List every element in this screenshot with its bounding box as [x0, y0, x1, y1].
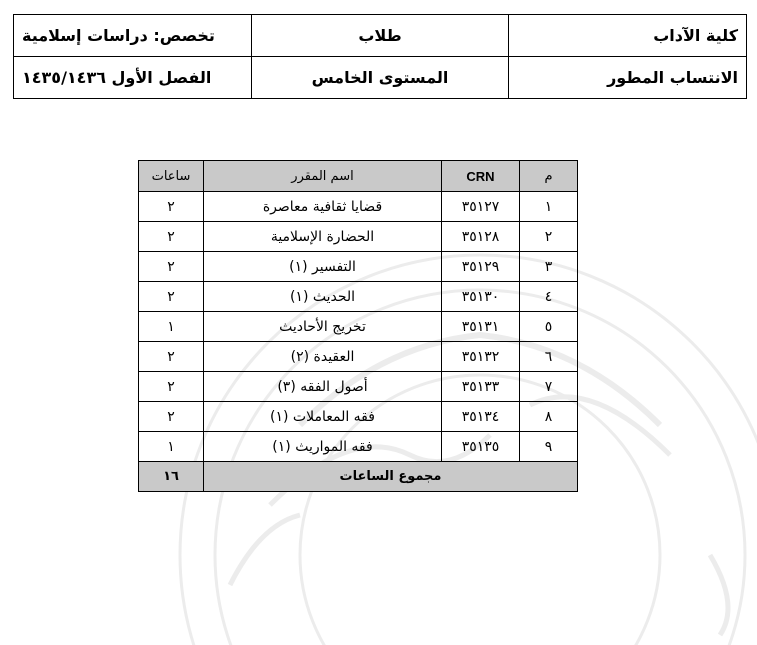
program-cell: الانتساب المطور	[509, 57, 747, 99]
courses-table	[138, 160, 578, 492]
row-course-name: الحديث (١)	[204, 282, 442, 312]
row-hours: ٢	[139, 282, 204, 312]
row-index: ٨	[520, 402, 578, 432]
row-course-name: التفسير (١)	[204, 252, 442, 282]
college-cell: كلية الآداب	[509, 15, 747, 57]
row-index: ٧	[520, 372, 578, 402]
header-info-table	[13, 14, 747, 99]
row-hours: ١	[139, 312, 204, 342]
specialization-cell: تخصص: دراسات إسلامية	[14, 15, 252, 57]
table-row	[139, 342, 578, 372]
row-crn: ٣٥١٣٥	[442, 432, 520, 462]
row-hours: ٢	[139, 372, 204, 402]
total-hours: ١٦	[139, 462, 204, 492]
table-row	[139, 222, 578, 252]
row-crn: ٣٥١٢٧	[442, 192, 520, 222]
category-cell: طلاب	[252, 15, 509, 57]
row-course-name: تخريج الأحاديث	[204, 312, 442, 342]
row-course-name: العقيدة (٢)	[204, 342, 442, 372]
row-crn: ٣٥١٢٨	[442, 222, 520, 252]
row-index: ٩	[520, 432, 578, 462]
row-hours: ٢	[139, 402, 204, 432]
row-crn: ٣٥١٣٤	[442, 402, 520, 432]
row-hours: ٢	[139, 222, 204, 252]
row-index: ٢	[520, 222, 578, 252]
row-course-name: أصول الفقه (٣)	[204, 372, 442, 402]
column-header-course-name: اسم المقرر	[204, 161, 442, 192]
row-crn: ٣٥١٣٣	[442, 372, 520, 402]
total-label: مجموع الساعات	[204, 462, 578, 492]
row-crn: ٣٥١٣٠	[442, 282, 520, 312]
row-index: ٥	[520, 312, 578, 342]
row-hours: ١	[139, 432, 204, 462]
table-row	[139, 432, 578, 462]
table-row	[139, 312, 578, 342]
row-crn: ٣٥١٢٩	[442, 252, 520, 282]
column-header-hours: ساعات	[139, 161, 204, 192]
row-course-name: فقه المواريث (١)	[204, 432, 442, 462]
table-row	[139, 282, 578, 312]
level-cell: المستوى الخامس	[252, 57, 509, 99]
column-header-index: م	[520, 161, 578, 192]
table-row	[139, 252, 578, 282]
courses-header-row	[139, 161, 578, 192]
column-header-crn: CRN	[442, 161, 520, 192]
table-row	[139, 372, 578, 402]
row-index: ٦	[520, 342, 578, 372]
row-course-name: قضايا ثقافية معاصرة	[204, 192, 442, 222]
row-hours: ٢	[139, 252, 204, 282]
row-crn: ٣٥١٣٢	[442, 342, 520, 372]
table-row	[139, 402, 578, 432]
row-crn: ٣٥١٣١	[442, 312, 520, 342]
total-row	[139, 462, 578, 492]
row-course-name: فقه المعاملات (١)	[204, 402, 442, 432]
row-course-name: الحضارة الإسلامية	[204, 222, 442, 252]
row-hours: ٢	[139, 192, 204, 222]
semester-cell: الفصل الأول ١٤٣٥/١٤٣٦	[14, 57, 252, 99]
table-row	[139, 192, 578, 222]
row-index: ٤	[520, 282, 578, 312]
row-hours: ٢	[139, 342, 204, 372]
row-index: ٣	[520, 252, 578, 282]
row-index: ١	[520, 192, 578, 222]
